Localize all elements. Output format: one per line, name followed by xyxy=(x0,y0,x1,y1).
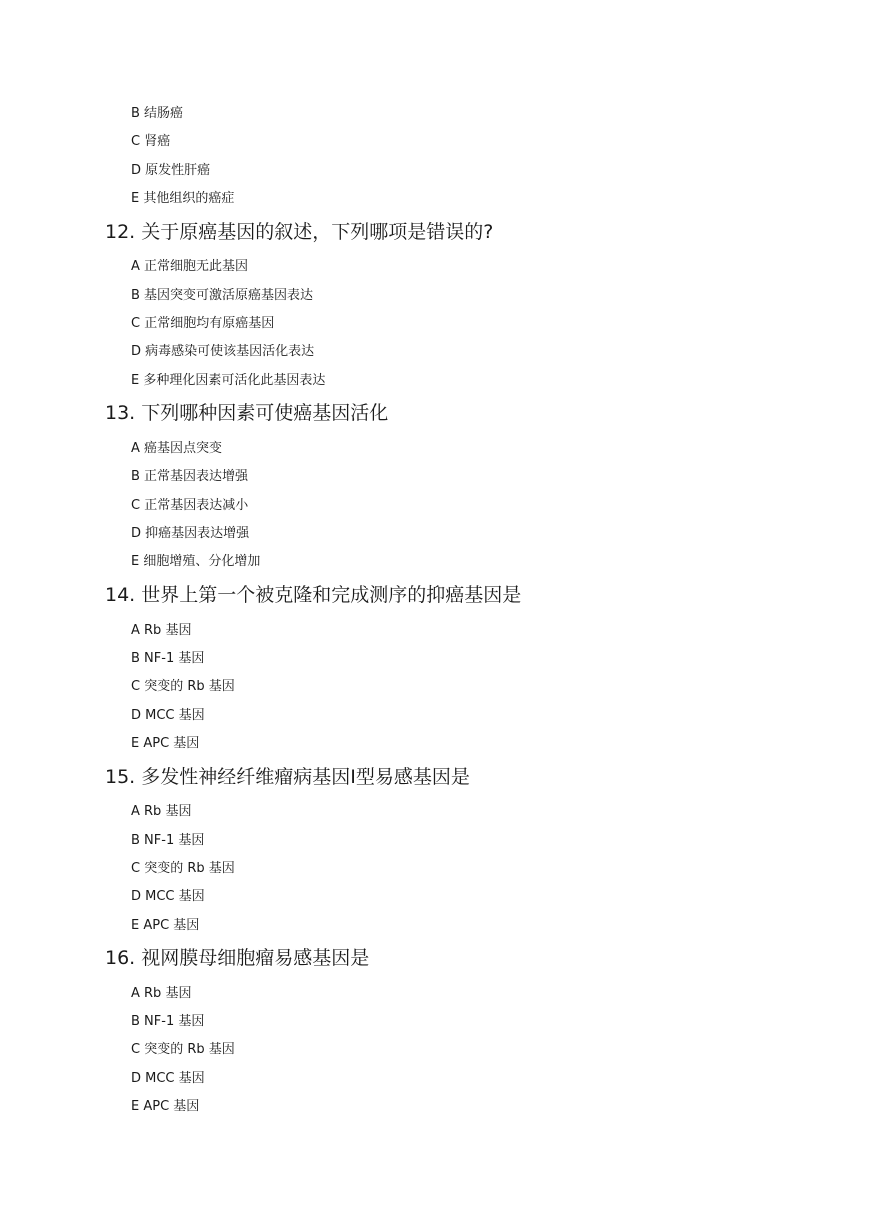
question-15-title: 15. 多发性神经纤维瘤病基因Ⅰ型易感基因是 xyxy=(105,766,470,788)
question-15-option-d: D MCC 基因 xyxy=(131,889,205,904)
question-16-option-a: A Rb 基因 xyxy=(131,986,192,1001)
question-16-option-e: E APC 基因 xyxy=(131,1099,200,1114)
question-13-option-b: B 正常基因表达增强 xyxy=(131,469,249,484)
question-12-option-e: E 多种理化因素可活化此基因表达 xyxy=(131,373,326,388)
option-b-prev: B 结肠癌 xyxy=(131,106,184,121)
question-16-option-c: C 突变的 Rb 基因 xyxy=(131,1042,235,1057)
option-e-prev: E 其他组织的癌症 xyxy=(131,191,235,206)
question-16-option-b: B NF-1 基因 xyxy=(131,1014,205,1029)
question-12-option-d: D 病毒感染可使该基因活化表达 xyxy=(131,344,315,359)
question-13-option-a: A 癌基因点突变 xyxy=(131,441,223,456)
question-13-option-d: D 抑癌基因表达增强 xyxy=(131,526,250,541)
option-d-prev: D 原发性肝癌 xyxy=(131,163,211,178)
question-14-title: 14. 世界上第一个被克隆和完成测序的抑癌基因是 xyxy=(105,584,522,606)
question-15-option-b: B NF-1 基因 xyxy=(131,833,205,848)
question-14-option-a: A Rb 基因 xyxy=(131,623,192,638)
question-13-title: 13. 下列哪种因素可使癌基因活化 xyxy=(105,402,389,424)
question-15-option-e: E APC 基因 xyxy=(131,918,200,933)
question-16-title: 16. 视网膜母细胞瘤易感基因是 xyxy=(105,947,370,969)
question-15-option-a: A Rb 基因 xyxy=(131,804,192,819)
question-14-option-d: D MCC 基因 xyxy=(131,708,205,723)
question-14-option-e: E APC 基因 xyxy=(131,736,200,751)
question-12-title: 12. 关于原癌基因的叙述，下列哪项是错误的? xyxy=(105,221,494,243)
question-14-option-c: C 突变的 Rb 基因 xyxy=(131,679,235,694)
option-c-prev: C 肾癌 xyxy=(131,134,171,149)
question-13-option-c: C 正常基因表达减小 xyxy=(131,498,249,513)
question-12-option-a: A 正常细胞无此基因 xyxy=(131,259,249,274)
question-13-option-e: E 细胞增殖、分化增加 xyxy=(131,554,261,569)
question-14-option-b: B NF-1 基因 xyxy=(131,651,205,666)
question-12-option-b: B 基因突变可激活原癌基因表达 xyxy=(131,288,314,303)
question-16-option-d: D MCC 基因 xyxy=(131,1071,205,1086)
question-12-option-c: C 正常细胞均有原癌基因 xyxy=(131,316,275,331)
question-15-option-c: C 突变的 Rb 基因 xyxy=(131,861,235,876)
